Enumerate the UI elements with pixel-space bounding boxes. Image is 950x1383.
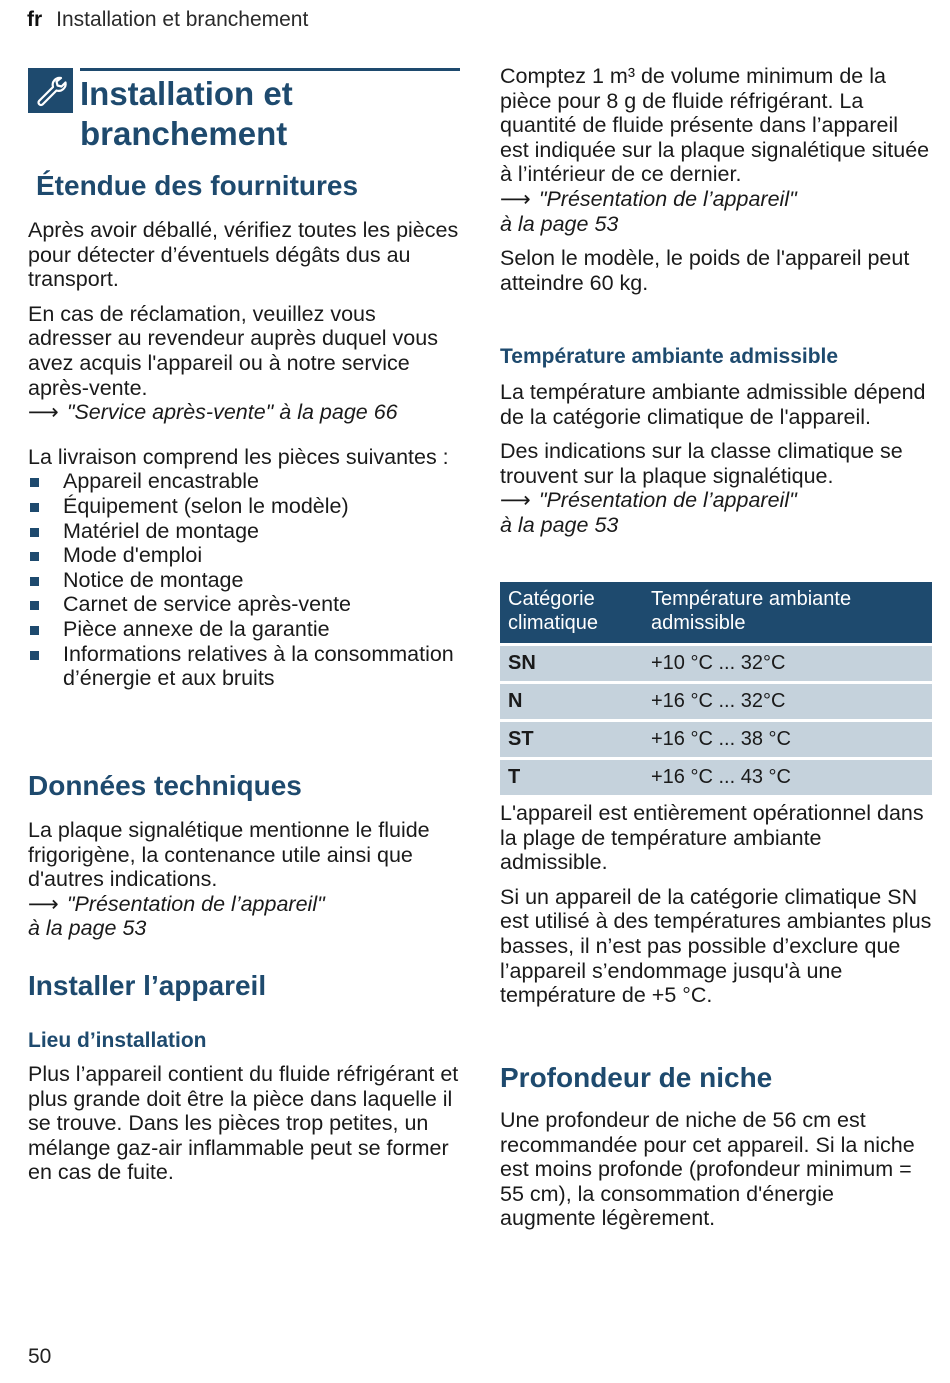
paragraph: Des indications sur la classe climatique se trouvent sur la plaque signalétique. [500,439,903,488]
section-title: Étendue des fournitures [36,170,359,201]
cross-reference-link[interactable]: ⟶ "Présentation de l’appareil" [500,488,797,513]
technical-data-body [28,818,460,941]
paragraph: Plus l’appareil contient du fluide réfrigérant et plus grande doit être la pièce dans laquelle il se trouve. Dans les pièces trop petites, un mélange gaz-air inflammable peut se former en cas de fuite. [28,1062,459,1185]
paragraph: Si un appareil de la catégorie climatique SN est utilisé à des températures ambiantes plus basses, il n’est pas possible d’exclure que l’appareil s’endommage jusqu'à une température de +5 °C. [500,884,932,1008]
table-row [500,759,932,796]
table-cell: N [500,683,643,721]
section-title: Installer l’appareil [28,970,267,1001]
table-row [500,645,932,683]
climate-table-wrapper [500,582,932,795]
list-item: Pièce annexe de la garantie [28,617,460,642]
section-niche-depth [500,1062,932,1231]
paragraph: Selon le modèle, le poids de l'appareil peut atteindre 60 kg. [500,246,910,295]
list-item: Appareil encastrable [28,469,460,494]
climate-class-table [500,582,932,795]
list-item: Informations relatives à la consommation d’énergie et aux bruits [28,642,460,691]
table-cell: SN [500,645,643,683]
cross-reference-page[interactable]: à la page 53 [28,916,147,941]
table-cell: +16 °C ... 32°C [643,683,932,721]
cross-reference-link[interactable]: ⟶ "Présentation de l’appareil" [500,186,797,211]
cross-reference-page[interactable]: à la page 53 [500,211,619,236]
table-cell: +16 °C ... 43 °C [643,759,932,796]
table-cell: T [500,759,643,796]
section-install-appliance [28,970,460,1002]
paragraph: Comptez 1 m³ de volume minimum de la pièce pour 8 g de fluide réfrigérant. La quantité de fluide présente dans l’appareil est indiquée sur la plaque signalétique située à l’intérieur de ce dernier. [500,64,930,187]
table-cell: ST [500,721,643,759]
delivery-list [28,469,460,690]
table-row [500,721,932,759]
list-item: Matériel de montage [28,519,460,544]
subsection-title: Lieu d’installation [28,1029,207,1052]
subsection-title: Température ambiante admissible [500,345,839,368]
wrench-icon [28,68,73,113]
right-column-after-table [500,801,932,1008]
page-number: 50 [28,1345,52,1368]
list-item: Mode d'emploi [28,543,460,568]
table-cell: +16 °C ... 38 °C [643,721,932,759]
paragraph: La plaque signalétique mentionne le fluide frigorigène, la contenance utile ainsi que d'autres indications. [28,818,430,892]
list-item: Équipement (selon le modèle) [28,494,460,519]
arrow-right-icon: ⟶ [28,400,59,425]
list-item: Carnet de service après-vente [28,592,460,617]
table-row [500,683,932,721]
section-technical-data [28,770,460,802]
paragraph: La température ambiante admissible dépend de la catégorie climatique de l'appareil. [500,380,926,429]
cross-reference-page[interactable]: à la page 53 [500,512,619,537]
cross-reference-link[interactable]: ⟶ "Présentation de l’appareil" [28,891,325,916]
install-location [28,1028,460,1185]
arrow-right-icon: ⟶ [28,891,59,916]
arrow-right-icon: ⟶ [500,186,531,211]
chapter-title: Installation et branchement [80,75,293,152]
section-scope-of-delivery [36,170,466,202]
table-header-cell: Température ambiante admissible [643,582,932,645]
paragraph: Une profondeur de niche de 56 cm est recommandée pour cet appareil. Si la niche est moins profonde (profondeur minimum = 55 cm), la consommation d'énergie augmente légèrement. [500,1108,915,1231]
table-header-row [500,582,932,645]
language-code: fr [27,8,43,31]
paragraph: L'appareil est entièrement opérationnel dans la plage de température ambiante admissible. [500,801,924,875]
right-column-top [500,64,932,295]
paragraph: En cas de réclamation, veuillez vous adresser au revendeur auprès duquel vous avez acquis l'appareil ou à notre service après-vente. [28,301,438,400]
section-title: Profondeur de niche [500,1062,773,1093]
table-cell: +10 °C ... 32°C [643,645,932,683]
running-header [27,8,308,32]
running-header-title: Installation et branchement [56,8,309,31]
section-title: Données techniques [28,770,302,801]
table-header-cell: Catégorie climatique [500,582,643,645]
list-item: Notice de montage [28,568,460,593]
paragraph: La livraison comprend les pièces suivantes : [28,444,449,469]
arrow-right-icon: ⟶ [500,488,531,513]
scope-of-delivery-body [28,218,460,691]
ambient-temperature-section [500,344,932,538]
cross-reference-link[interactable]: ⟶ "Service après-vente" à la page 66 [28,400,398,425]
chapter-rule [80,68,460,71]
paragraph: Après avoir déballé, vérifiez toutes les pièces pour détecter d’éventuels dégâts dus au transport. [28,218,459,292]
